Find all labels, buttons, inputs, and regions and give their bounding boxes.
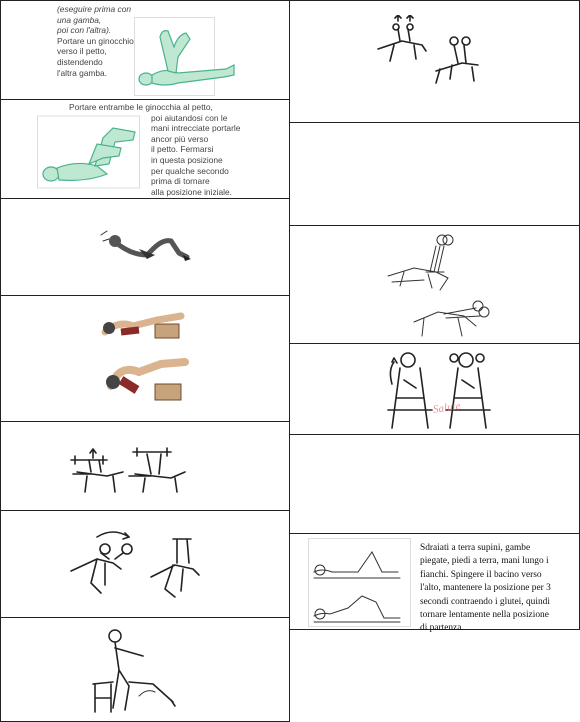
- dumbbell-fly-icon: [61, 523, 213, 603]
- exercise-cell-double-knee: [0, 99, 290, 199]
- double-knee-to-chest-icon: [37, 114, 149, 190]
- exercise-cell-glute-bridge: [289, 533, 580, 634]
- single-knee-to-chest-icon: [134, 17, 238, 97]
- exercise-cell-pullover: [289, 225, 580, 344]
- exercise-cell-dumbbell-fly: [0, 510, 290, 618]
- exercise-instructions: Sdraiati a terra supini, gambe piegate, piedi a terra, mani lungo i fianchi. Spingere il bacino verso l'alto, mantenere la posizione per 3 secondi contraendo i glutei, quindi tornare lentamente nella posizione di partenza.: [420, 543, 551, 634]
- exercise-cell-crunch: [0, 198, 290, 296]
- chair-leg-stretch-icon: [83, 626, 179, 718]
- exercise-cell-single-knee: [0, 0, 290, 100]
- preacher-curl-icon: [384, 348, 496, 434]
- exercise-cell-preacher-curl: [289, 343, 580, 435]
- exercise-cell-chair-stretch: [0, 617, 290, 722]
- glute-bridge-icon: [308, 538, 412, 628]
- exercise-instructions: (eseguire prima con una gamba, poi con l'altra). Portare un ginocchio verso il petto, distendendo l'altra gamba.: [57, 4, 134, 78]
- crunch-icon: [93, 219, 193, 269]
- exercise-cell-bench-crunch: [0, 295, 290, 422]
- exercise-cell-empty: [289, 434, 580, 534]
- pullover-icon: [384, 232, 494, 342]
- bench-crunch-icon: [97, 302, 197, 418]
- exercise-cell-bench-press: [0, 421, 290, 511]
- dumbbell-bench-press-icon: [374, 15, 484, 85]
- exercise-cell-dumbbell-press: [289, 0, 580, 123]
- exercise-instructions: Portare entrambe le ginocchia al petto, poi aiutandosi con le mani intrecciate portarle ancor più verso il petto. Fermarsi in questa posizione per qualche secondo prima di tornare alla posizione iniziale.: [69, 102, 241, 197]
- watermark: Salute: [432, 400, 462, 416]
- bench-press-icon: [67, 444, 189, 496]
- exercise-cell-empty: [289, 122, 580, 226]
